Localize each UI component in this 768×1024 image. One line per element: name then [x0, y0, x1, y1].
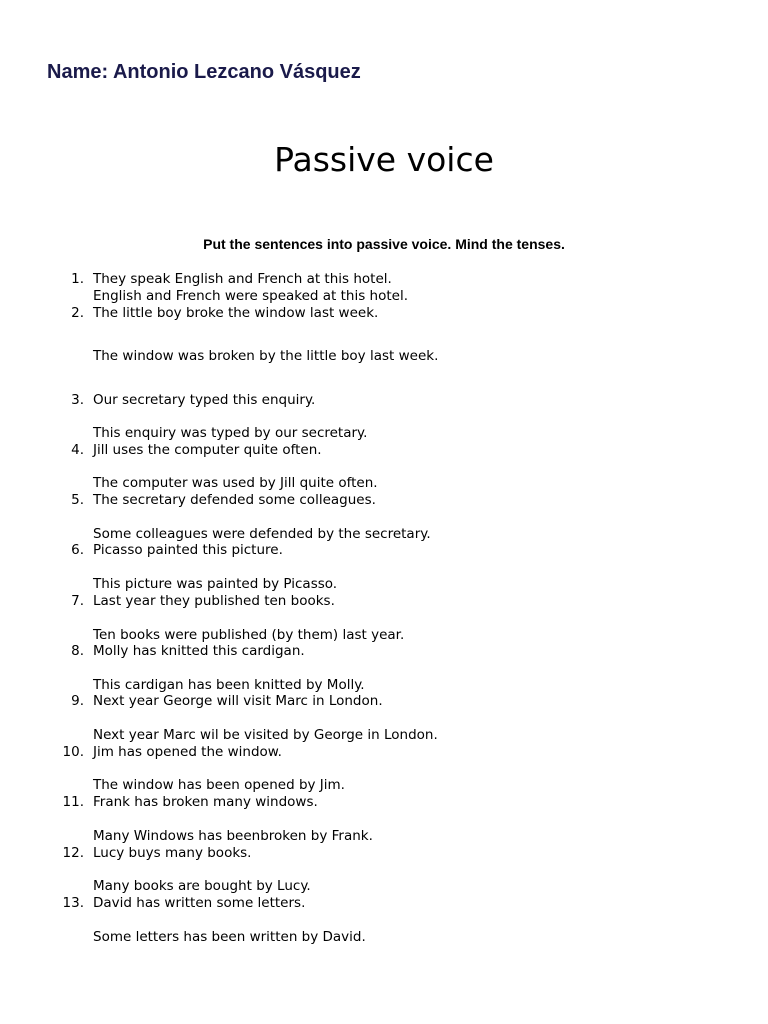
exercise-number-11: 11.	[62, 794, 84, 810]
exercise-answer-3: This enquiry was typed by our secretary.	[93, 425, 368, 441]
exercise-answer-1: English and French were speaked at this hotel.	[93, 288, 409, 304]
exercise-answer-7: Ten books were published (by them) last year.	[93, 627, 405, 643]
exercise-number-4: 4.	[71, 442, 84, 458]
exercise-number-3: 3.	[71, 392, 84, 408]
exercise-sentence-12: Lucy buys many books.	[93, 845, 252, 861]
exercise-number-6: 6.	[71, 542, 84, 558]
exercise-sentence-9: Next year George will visit Marc in London.	[93, 693, 383, 709]
student-name: Name: Antonio Lezcano Vásquez	[47, 61, 361, 83]
exercise-answer-2: The window was broken by the little boy last week.	[93, 348, 439, 364]
exercise-answer-8: This cardigan has been knitted by Molly.	[93, 677, 365, 693]
exercise-answer-12: Many books are bought by Lucy.	[93, 878, 311, 894]
exercise-sentence-4: Jill uses the computer quite often.	[93, 442, 322, 458]
exercise-sentence-7: Last year they published ten books.	[93, 593, 335, 609]
exercise-number-2: 2.	[71, 305, 84, 321]
instructions: Put the sentences into passive voice. Mind the tenses.	[203, 236, 565, 252]
exercise-answer-4: The computer was used by Jill quite often.	[93, 475, 378, 491]
exercise-number-13: 13.	[62, 895, 84, 911]
exercise-sentence-10: Jim has opened the window.	[93, 744, 282, 760]
exercise-sentence-5: The secretary defended some colleagues.	[93, 492, 376, 508]
exercise-number-5: 5.	[71, 492, 84, 508]
exercise-sentence-2: The little boy broke the window last week.	[93, 305, 379, 321]
page-title: Passive voice	[274, 140, 494, 179]
exercise-sentence-13: David has written some letters.	[93, 895, 306, 911]
exercise-answer-13: Some letters has been written by David.	[93, 929, 366, 945]
exercise-number-9: 9.	[71, 693, 84, 709]
exercise-number-12: 12.	[62, 845, 84, 861]
exercise-number-10: 10.	[62, 744, 84, 760]
exercise-sentence-8: Molly has knitted this cardigan.	[93, 643, 305, 659]
exercise-number-8: 8.	[71, 643, 84, 659]
exercise-answer-5: Some colleagues were defended by the secretary.	[93, 526, 431, 542]
exercise-sentence-1: They speak English and French at this hotel.	[93, 271, 392, 287]
exercise-answer-9: Next year Marc wil be visited by George in London.	[93, 727, 438, 743]
exercise-number-7: 7.	[71, 593, 84, 609]
exercise-answer-10: The window has been opened by Jim.	[93, 777, 345, 793]
exercise-number-1: 1.	[71, 271, 84, 287]
exercise-answer-6: This picture was painted by Picasso.	[93, 576, 338, 592]
exercise-sentence-6: Picasso painted this picture.	[93, 542, 283, 558]
exercise-sentence-11: Frank has broken many windows.	[93, 794, 318, 810]
exercise-sentence-3: Our secretary typed this enquiry.	[93, 392, 316, 408]
exercise-answer-11: Many Windows has beenbroken by Frank.	[93, 828, 373, 844]
